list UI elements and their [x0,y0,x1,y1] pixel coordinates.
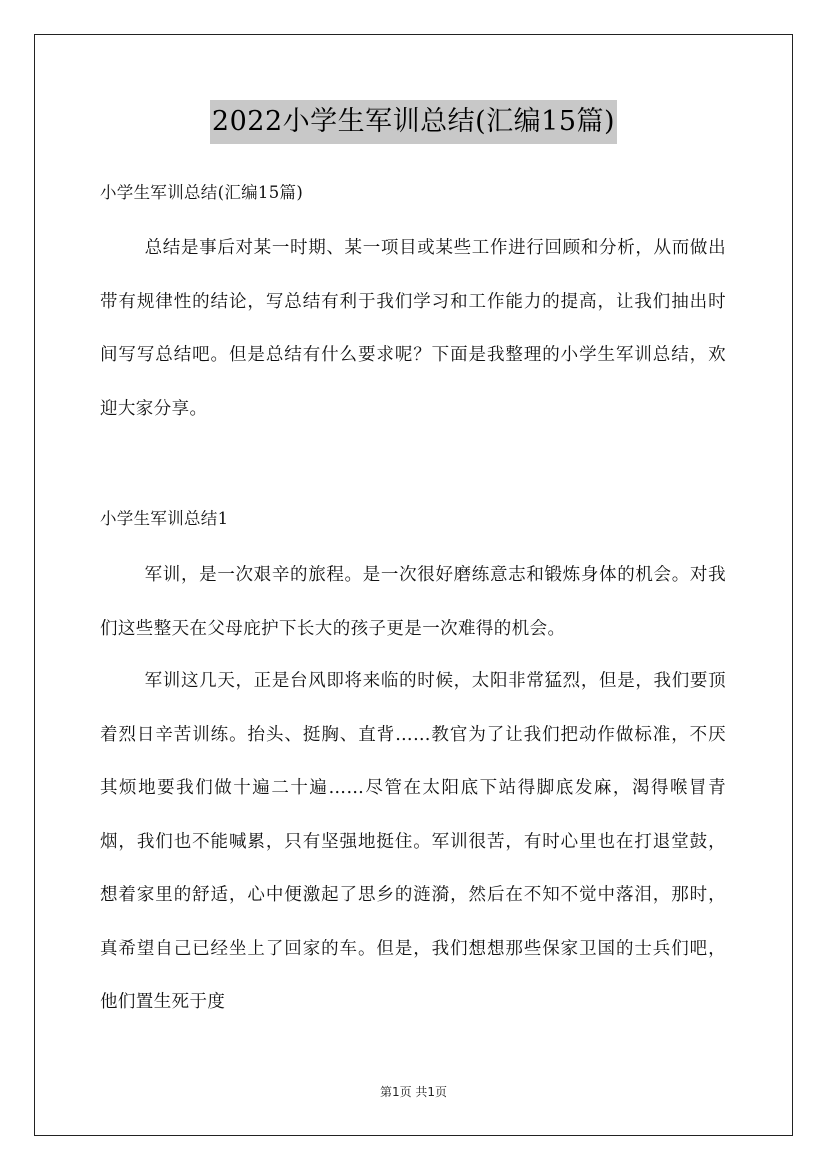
body-paragraph-2: 军训这几天，正是台风即将来临的时候，太阳非常猛烈，但是，我们要顶着烈日辛苦训练。抬头、挺胸、直背……教官为了让我们把动作做标准，不厌其烦地要我们做十遍二十遍……尽管在太阳底下站得脚底发麻，渴得喉冒青烟，我们也不能喊累，只有坚强地挺住。军训很苦，有时心里也在打退堂鼓，想着家里的舒适，心中便激起了思乡的涟漪，然后在不知不觉中落泪，那时，真希望自己已经坐上了回家的车。但是，我们想想那些保家卫国的士兵们吧，他们置生死于度 [100,671,726,1012]
intro-paragraph: 总结是事后对某一时期、某一项目或某些工作进行回顾和分析，从而做出带有规律性的结论，写总结有利于我们学习和工作能力的提高，让我们抽出时间写写总结吧。但是总结有什么要求呢？下面是我整理的小学生军训总结，欢迎大家分享。 [100,238,726,419]
document-title: 2022小学生军训总结(汇编15篇) [210,100,617,144]
document-subtitle: 小学生军训总结(汇编15篇) [100,183,304,202]
section-heading: 小学生军训总结1 [100,509,229,528]
body-paragraph-1: 军训，是一次艰辛的旅程。是一次很好磨练意志和锻炼身体的机会。对我们这些整天在父母庇护下长大的孩子更是一次难得的机会。 [100,565,726,639]
title-container [0,100,827,144]
page-footer: 第1页 共1页 [379,1085,448,1099]
